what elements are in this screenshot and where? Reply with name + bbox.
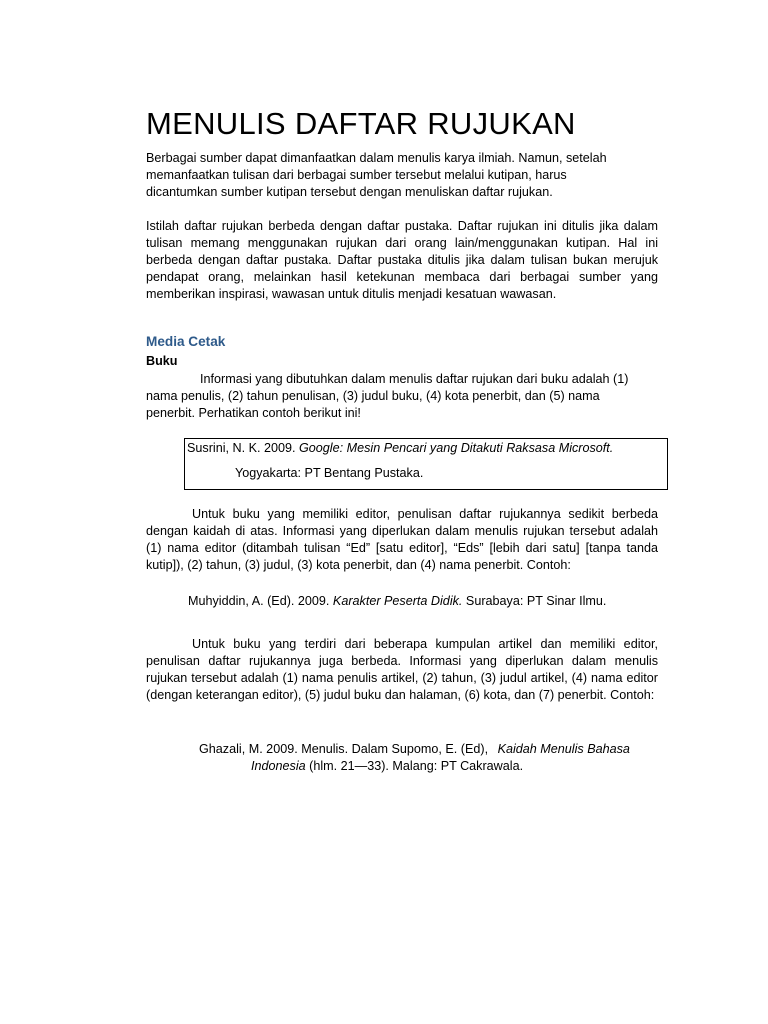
- intro-paragraph: [146, 150, 666, 201]
- definition-paragraph: Istilah daftar rujukan berbeda dengan daftar pustaka. Daftar rujukan ini ditulis jika dalam tulisan memang menggunakan rujukan dari orang lain/menggunakan kutipan. Hal ini berbeda dengan daftar pustaka. Daftar pustaka ditulis jika dalam tulisan bukan merujuk pendapat orang, melainkan hasil ketekunan membaca dari berbagai sumber yang memberikan inspirasi, wawasan untuk ditulis menjadi kesatuan wawasan.: [146, 219, 658, 301]
- intro-line: dicantumkan sumber kutipan tersebut dengan menuliskan daftar rujukan.: [146, 185, 553, 199]
- intro-line: memanfaatkan tulisan dari berbagai sumber tersebut melalui kutipan, harus: [146, 168, 567, 182]
- reference-publisher: Yogyakarta: PT Bentang Pustaka.: [235, 466, 424, 480]
- reference-author: Muhyiddin, A. (Ed). 2009.: [188, 594, 330, 608]
- editor-paragraph: Untuk buku yang memiliki editor, penulisan daftar rujukannya sedikit berbeda dengan kaidah di atas. Informasi yang diperlukan dalam menulis rujukan tersebut adalah (1) nama editor (ditambah tulisan “Ed” [satu editor], “Eds” [lebih dari satu] [tanpa tanda kutip]), (2) tahun, (3) judul, (3) kota penerbit, dan (4) nama penerbit. Contoh:: [146, 507, 658, 572]
- reference-line: [199, 741, 659, 758]
- buku-paragraph: [146, 371, 666, 422]
- subheading-buku: Buku: [146, 354, 178, 368]
- reference-pages-publisher: (hlm. 21—33). Malang: PT Cakrawala.: [309, 759, 524, 773]
- reference-book-title: Indonesia: [251, 759, 306, 773]
- page-title: MENULIS DAFTAR RUJUKAN: [146, 106, 576, 141]
- buku-line: Informasi yang dibutuhkan dalam menulis daftar rujukan dari buku adalah (1): [200, 372, 629, 386]
- reference-book-title: Kaidah Menulis Bahasa: [497, 742, 630, 756]
- reference-book-title: Google: Mesin Pencari yang Ditakuti Raksasa Microsoft.: [299, 441, 614, 455]
- reference-line: [187, 441, 613, 455]
- buku-line: nama penulis, (2) tahun penulisan, (3) judul buku, (4) kota penerbit, dan (5) nama: [146, 389, 600, 403]
- section-heading-media-cetak: Media Cetak: [146, 334, 226, 349]
- reference-author-part: Ghazali, M. 2009. Menulis. Dalam Supomo, E. (Ed),: [199, 742, 489, 756]
- reference-publisher: Surabaya: PT Sinar Ilmu.: [465, 594, 607, 608]
- intro-line: Berbagai sumber dapat dimanfaatkan dalam menulis karya ilmiah. Namun, setelah: [146, 151, 607, 165]
- reference-line: [199, 758, 659, 775]
- reference-example-editor: [188, 593, 606, 610]
- reference-example-article: [199, 741, 659, 775]
- article-paragraph: Untuk buku yang terdiri dari beberapa kumpulan artikel dan memiliki editor, penulisan daftar rujukannya juga berbeda. Informasi yang diperlukan dalam menulis rujukan tersebut adalah (1) nama penulis artikel, (2) tahun, (3) judul artikel, (4) nama editor (dengan keterangan editor), (5) judul buku dan halaman, (6) kota, dan (7) penerbit. Contoh:: [146, 637, 658, 702]
- reference-book-title: Karakter Peserta Didik.: [332, 594, 463, 608]
- reference-example-box: [184, 438, 668, 490]
- buku-line: penerbit. Perhatikan contoh berikut ini!: [146, 406, 361, 420]
- reference-author: Susrini, N. K. 2009.: [187, 441, 296, 455]
